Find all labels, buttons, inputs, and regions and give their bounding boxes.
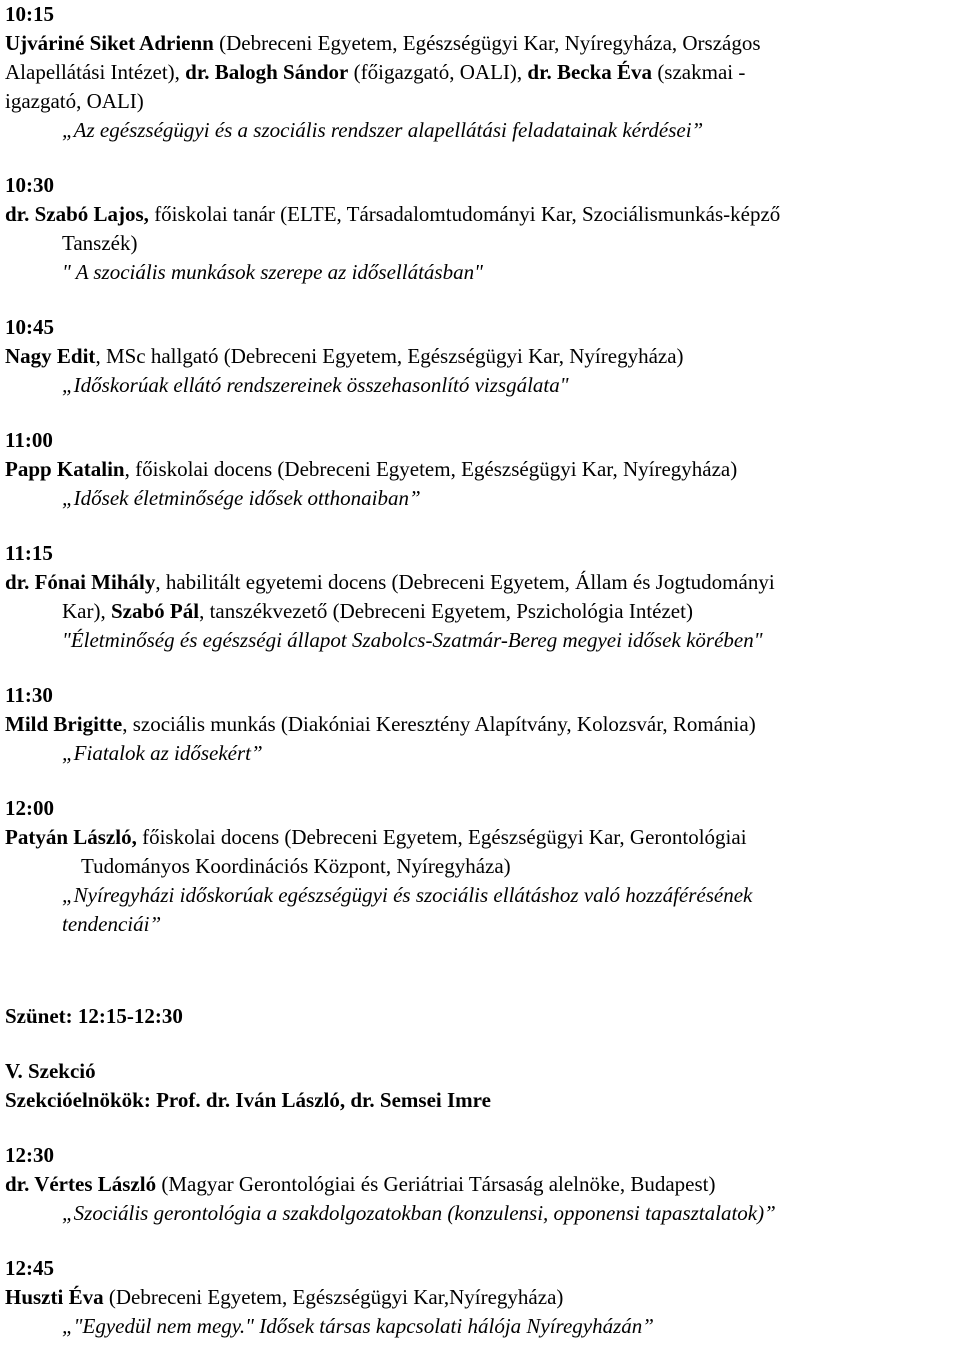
- program-entry-1100: [5, 426, 956, 513]
- program-entry-1200: [5, 794, 956, 939]
- speakers-line: [5, 597, 956, 626]
- speakers-line: [5, 823, 956, 852]
- speaker-name: Szabó Pál: [110, 599, 200, 623]
- program-entry-1045: [5, 313, 956, 400]
- speakers-line: [5, 87, 956, 116]
- affiliation: igazgató, OALI): [5, 89, 144, 113]
- time-label: 11:00: [5, 428, 53, 452]
- program-entry-1015: [5, 0, 956, 145]
- speaker-name: Patyán László,: [5, 825, 137, 849]
- program-entry-1130: [5, 681, 956, 768]
- program-entry-1030: [5, 171, 956, 287]
- speakers-line: [5, 200, 956, 229]
- talk-title: „Időskorúak ellátó rendszereinek összehasonlító vizsgálata": [62, 373, 569, 397]
- break-label: Szünet: 12:15-12:30: [5, 1004, 183, 1028]
- talk-title: " A szociális munkások szerepe az idősellátásban": [62, 260, 483, 284]
- talk-title-continued: tendenciái”: [62, 912, 162, 936]
- talk-title: „"Egyedül nem megy." Idősek társas kapcsolati hálója Nyíregyházán”: [62, 1314, 654, 1338]
- talk-title: „Szociális gerontológia a szakdolgozatokban (konzulensi, opponensi tapasztalatok)”: [62, 1201, 776, 1225]
- affiliation: főiskolai docens (Debreceni Egyetem, Egészségügyi Kar, Gerontológiai: [136, 825, 747, 849]
- affiliation-line: Tudományos Koordinációs Központ, Nyíregyháza): [81, 854, 511, 878]
- speaker-name: dr. Fónai Mihály: [5, 570, 156, 594]
- affiliation: , szociális munkás (Diakóniai Keresztény Alapítvány, Kolozsvár, Románia): [122, 712, 756, 736]
- affiliation: , főiskolai docens (Debreceni Egyetem, Egészségügyi Kar, Nyíregyháza): [124, 457, 738, 481]
- time-label: 12:30: [5, 1143, 54, 1167]
- talk-title: „Nyíregyházi időskorúak egészségügyi és szociális ellátáshoz való hozzáférésének: [62, 883, 753, 907]
- affiliation: , tanszékvezető (Debreceni Egyetem, Pszichológia Intézet): [199, 599, 693, 623]
- program-entry-1230: [5, 1141, 956, 1228]
- speakers-line: [5, 710, 956, 739]
- affiliation: , MSc hallgató (Debreceni Egyetem, Egészségügyi Kar, Nyíregyháza): [95, 344, 684, 368]
- speaker-name: Mild Brigitte: [5, 712, 123, 736]
- speakers-line: [5, 455, 956, 484]
- affiliation-line: Tanszék): [62, 231, 138, 255]
- affiliation: Alapellátási Intézet),: [5, 60, 186, 84]
- time-label: 10:30: [5, 173, 54, 197]
- time-label: 11:15: [5, 541, 53, 565]
- time-label: 10:45: [5, 315, 54, 339]
- speaker-name: Nagy Edit: [5, 344, 96, 368]
- section-chairs: Szekcióelnökök: Prof. dr. Iván László, dr. Semsei Imre: [5, 1088, 491, 1112]
- speakers-line: [5, 342, 956, 371]
- speakers-line: [5, 29, 956, 58]
- speaker-name: dr. Vértes László: [5, 1172, 157, 1196]
- program-entry-1245: [5, 1254, 956, 1341]
- affiliation: Kar),: [62, 599, 111, 623]
- affiliation: (Magyar Gerontológiai és Geriátriai Társaság alelnöke, Budapest): [156, 1172, 716, 1196]
- time-label: 11:30: [5, 683, 53, 707]
- time-label: 12:45: [5, 1256, 54, 1280]
- speakers-line: [5, 568, 956, 597]
- time-label: 12:00: [5, 796, 54, 820]
- talk-title: „Idősek életminősége idősek otthonaiban”: [62, 486, 421, 510]
- speakers-line: [5, 1170, 956, 1199]
- affiliation: (Debreceni Egyetem, Egészségügyi Kar, Nyíregyháza, Országos: [213, 31, 761, 55]
- affiliation: , habilitált egyetemi docens (Debreceni Egyetem, Állam és Jogtudományi: [155, 570, 775, 594]
- affiliation: főiskolai tanár (ELTE, Társadalomtudományi Kar, Szociálismunkás-képző: [148, 202, 781, 226]
- speaker-name: dr. Becka Éva: [527, 60, 653, 84]
- speaker-name: dr. Szabó Lajos,: [5, 202, 149, 226]
- program-entry-1115: [5, 539, 956, 655]
- speaker-name: Ujváriné Siket Adrienn: [5, 31, 214, 55]
- talk-title: "Életminőség és egészségi állapot Szabolcs-Szatmár-Bereg megyei idősek körében": [62, 628, 763, 652]
- time-label: 10:15: [5, 2, 54, 26]
- speaker-name: dr. Balogh Sándor: [185, 60, 349, 84]
- speaker-name: Huszti Éva: [5, 1285, 104, 1309]
- speaker-name: Papp Katalin: [5, 457, 125, 481]
- affiliation: (Debreceni Egyetem, Egészségügyi Kar,Nyíregyháza): [103, 1285, 564, 1309]
- speakers-line: [5, 1283, 956, 1312]
- section-title: V. Szekció: [5, 1059, 96, 1083]
- talk-title: „Az egészségügyi és a szociális rendszer alapellátási feladatainak kérdései”: [62, 118, 704, 142]
- affiliation: (szakmai -: [652, 60, 746, 84]
- talk-title: „Fiatalok az idősekért”: [62, 741, 263, 765]
- speakers-line: [5, 58, 956, 87]
- affiliation: (főigazgató, OALI),: [348, 60, 528, 84]
